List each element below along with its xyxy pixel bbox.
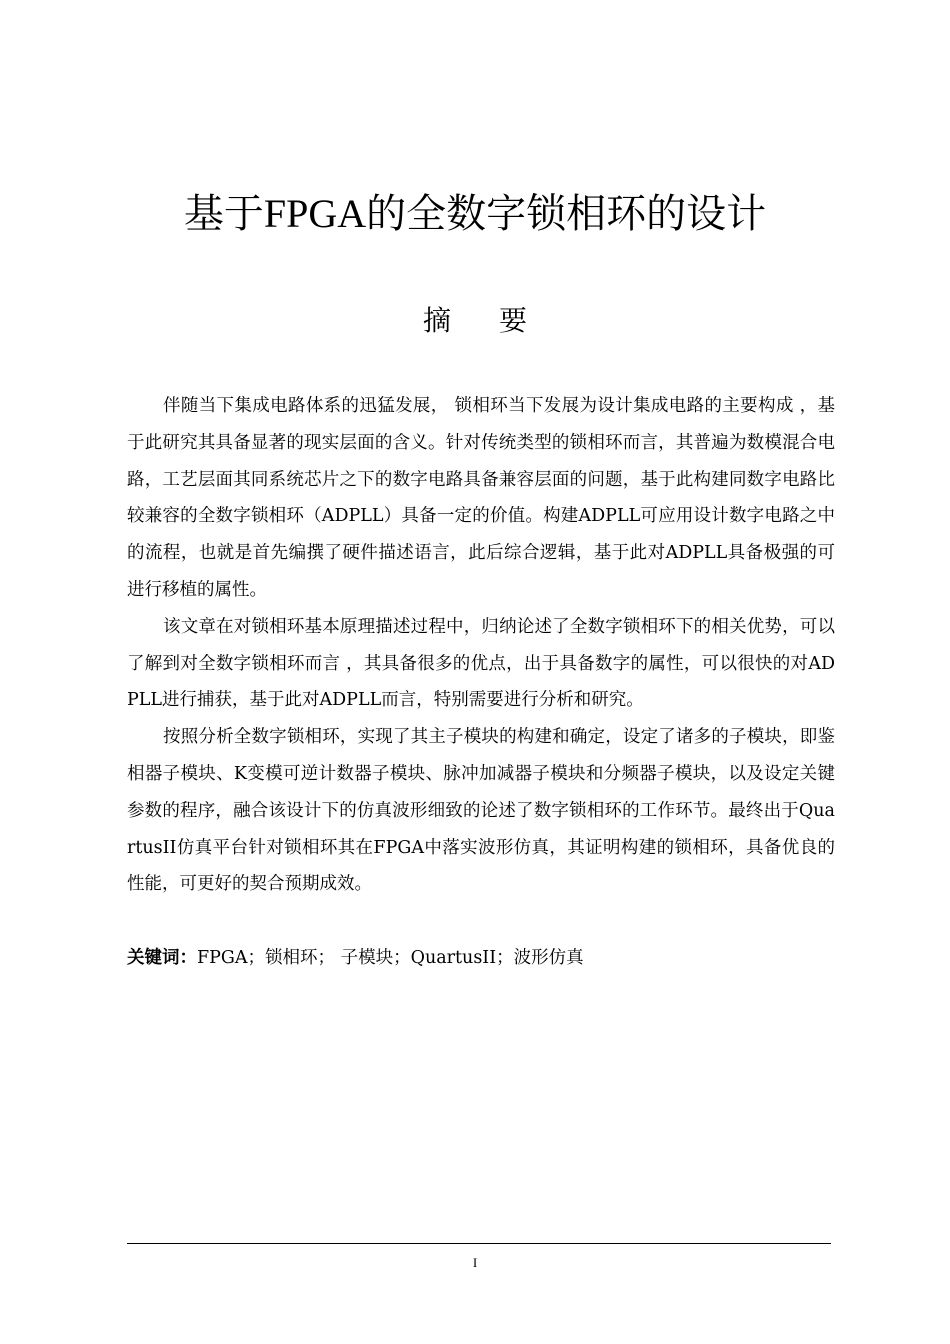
abstract-paragraph-1: 伴随当下集成电路体系的迅猛发展， 锁相环当下发展为设计集成电路的主要构成 ，基于此研究其具备显著的现实层面的含义。针对传统类型的锁相环而言，其普遍为数模混合电路，工艺层面其同系统芯片之下的数字电路具备兼容层面的问题，基于此构建同数字电路比较兼容的全数字锁相环（ADPLL）具备一定的价值。构建ADPLL可应用设计数字电路之中的流程，也就是首先编撰了硬件描述语言，此后综合逻辑，基于此对ADPLL具备极强的可进行移植的属性。: [127, 396, 835, 600]
keywords-text: FPGA；锁相环； 子模块；QuartusII；波形仿真: [197, 948, 584, 968]
abstract-heading-right: 要: [499, 304, 528, 337]
keywords-label: 关键词：: [127, 948, 197, 968]
abstract-heading-left: 摘: [422, 304, 451, 337]
page-number: I: [472, 1255, 478, 1270]
footer-rule: [127, 1243, 831, 1244]
document-title: 基于FPGA的全数字锁相环的设计: [183, 191, 767, 236]
abstract-paragraph-2: 该文章在对锁相环基本原理描述过程中，归纳论述了全数字锁相环下的相关优势，可以了解到对全数字锁相环而言 ，其具备很多的优点，出于具备数字的属性，可以很快的对ADPLL进行捕获，基于此对ADPLL而言，特别需要进行分析和研究。: [127, 616, 835, 711]
abstract-paragraph-3: 按照分析全数字锁相环，实现了其主子模块的构建和确定，设定了诸多的子模块，即鉴相器子模块、K变模可逆计数器子模块、脉冲加减器子模块和分频器子模块，以及设定关键参数的程序，融合该设计下的仿真波形细致的论述了数字锁相环的工作环节。最终出于QuartusII仿真平台针对锁相环其在FPGA中落实波形仿真，其证明构建的锁相环，具备优良的性能，可更好的契合预期成效。: [127, 727, 835, 895]
keywords-line: [127, 942, 835, 974]
abstract-heading: [0, 303, 950, 339]
abstract-body: [127, 388, 835, 903]
